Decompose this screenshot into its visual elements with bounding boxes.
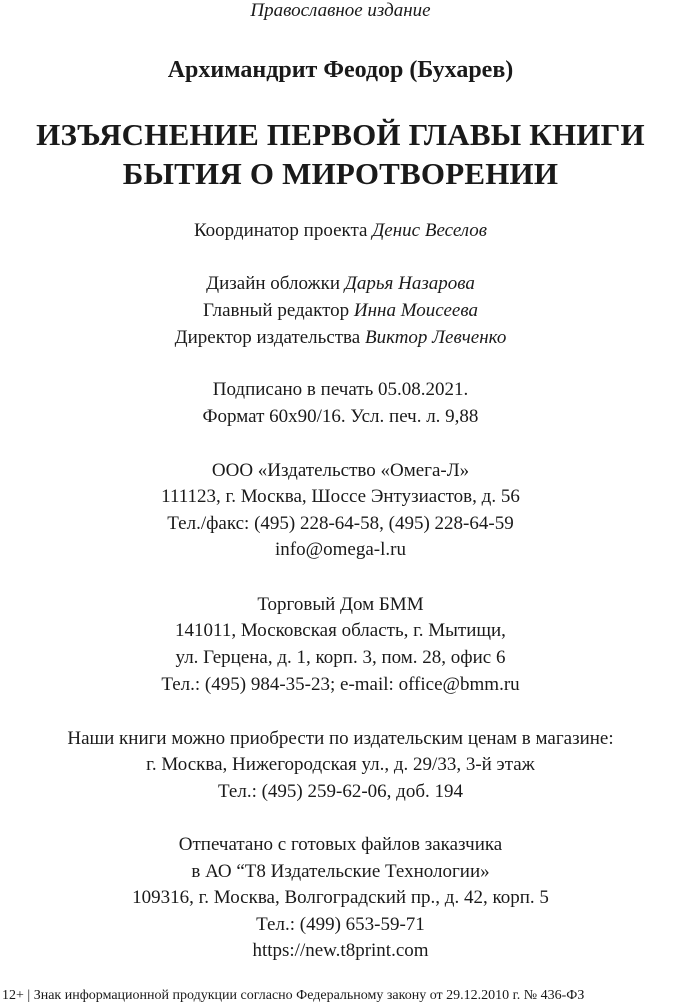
printer-note: Отпечатано с готовых файлов заказчика bbox=[178, 834, 503, 855]
author-name: Архимандрит Феодор (Бухарев) bbox=[167, 57, 514, 83]
credit-cover-design bbox=[0, 271, 681, 297]
edition-label: Православное издание bbox=[250, 0, 431, 21]
credit-name: Денис Веселов bbox=[372, 220, 488, 241]
publisher-phone: Тел./факс: (495) 228-64-58, (495) 228-64-59 bbox=[167, 513, 514, 534]
credit-role: Дизайн обложки bbox=[206, 273, 341, 294]
trade-house-address-1: 141011, Московская область, г. Мытищи, bbox=[175, 620, 506, 641]
credit-role: Координатор проекта bbox=[193, 220, 368, 241]
credit-name: Инна Моисеева bbox=[353, 300, 478, 321]
trade-house-address-2: ул. Герцена, д. 1, корп. 3, пом. 28, офис 6 bbox=[175, 647, 506, 668]
trade-house-name: Торговый Дом БММ bbox=[257, 594, 424, 615]
credit-chief-editor bbox=[0, 298, 681, 324]
print-format: Формат 60х90/16. Усл. печ. л. 9,88 bbox=[202, 406, 479, 427]
trade-house-contacts: Тел.: (495) 984-35-23; e-mail: office@bmm.ru bbox=[161, 674, 520, 695]
store-address: г. Москва, Нижегородская ул., д. 29/33, 3-й этаж bbox=[146, 754, 535, 775]
publisher-name: ООО «Издательство «Омега-Л» bbox=[211, 460, 470, 481]
age-rating-footer: 12+ | Знак информационной продукции согласно Федеральному закону от 29.12.2010 г. № 436-ФЗ bbox=[2, 988, 585, 1003]
credit-director bbox=[0, 325, 681, 351]
store-phone: Тел.: (495) 259-62-06, доб. 194 bbox=[218, 781, 463, 802]
printer-name: в АО “Т8 Издательские Технологии» bbox=[191, 861, 490, 882]
printer-address: 109316, г. Москва, Волгоградский пр., д. 42, корп. 5 bbox=[132, 887, 549, 908]
print-signed-date: Подписано в печать 05.08.2021. bbox=[212, 379, 469, 400]
credit-role: Главный редактор bbox=[203, 300, 350, 321]
credit-role: Директор издательства bbox=[174, 327, 361, 348]
publisher-address: 111123, г. Москва, Шоссе Энтузиастов, д. 56 bbox=[161, 486, 520, 507]
credit-name: Дарья Назарова bbox=[344, 273, 475, 294]
book-title-line-1: ИЗЪЯСНЕНИЕ ПЕРВОЙ ГЛАВЫ КНИГИ bbox=[36, 117, 645, 152]
credit-coordinator bbox=[0, 218, 681, 244]
credit-name: Виктор Левченко bbox=[364, 327, 507, 348]
publisher-email: info@omega-l.ru bbox=[275, 539, 406, 560]
book-title-line-2: БЫТИЯ О МИРОТВОРЕНИИ bbox=[122, 156, 559, 191]
printer-website: https://new.t8print.com bbox=[252, 940, 429, 961]
store-intro: Наши книги можно приобрести по издательским ценам в магазине: bbox=[67, 728, 614, 749]
printer-phone: Тел.: (499) 653-59-71 bbox=[256, 914, 425, 935]
